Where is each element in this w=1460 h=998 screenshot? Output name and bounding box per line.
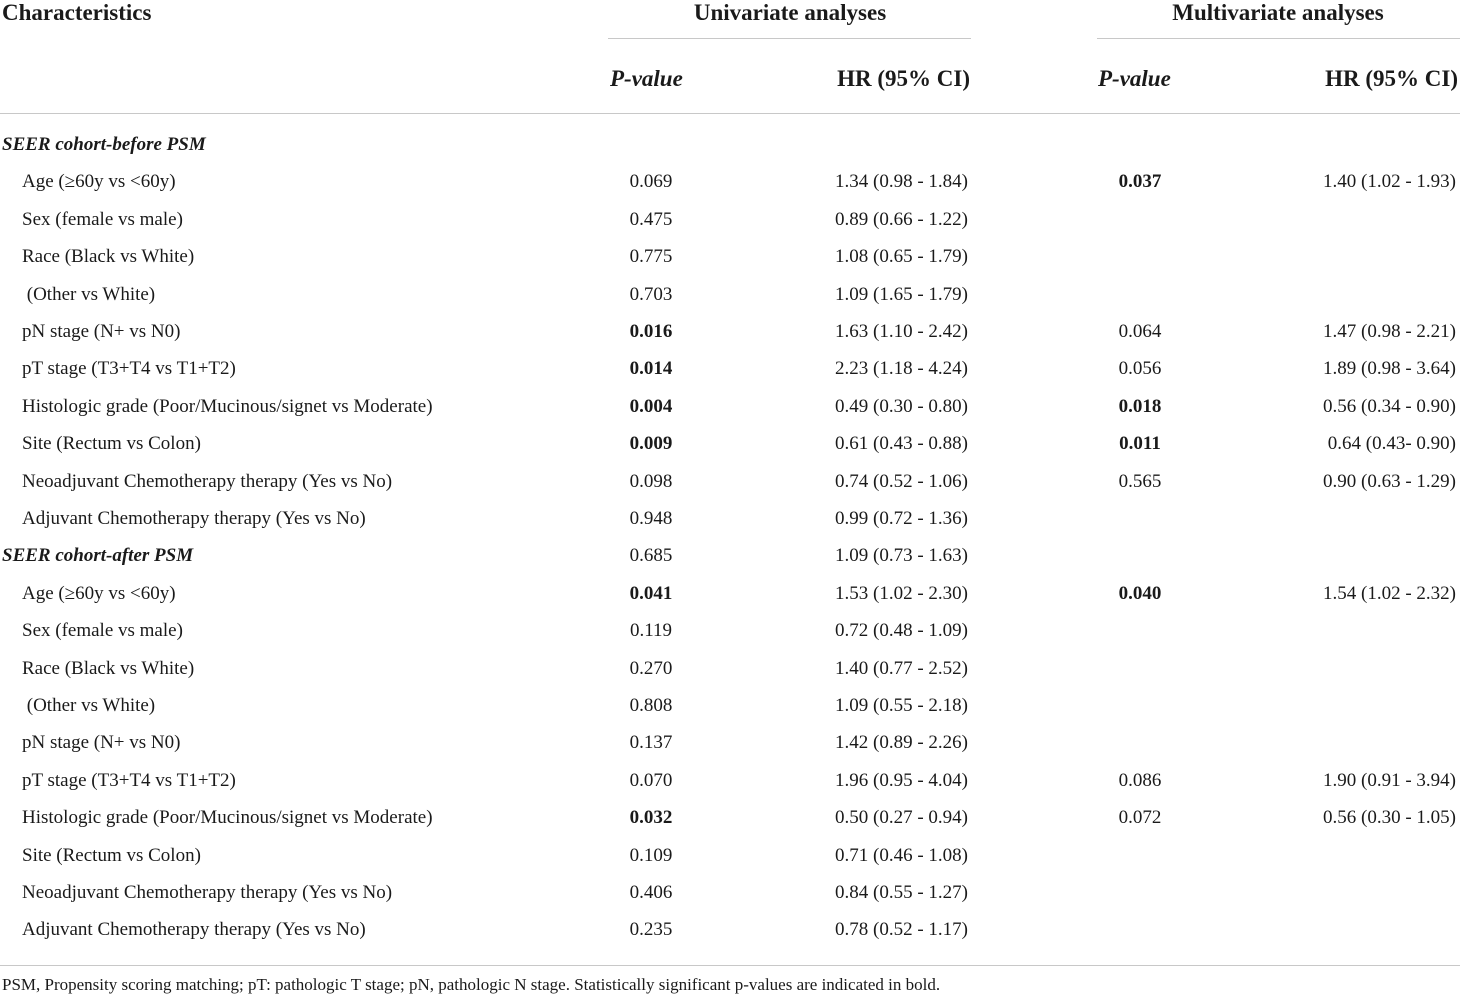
header-bottom-rule <box>0 113 1460 114</box>
multivariate-hr: 1.54 (1.02 - 2.32) <box>1323 582 1456 604</box>
row-label: pN stage (N+ vs N0) <box>22 732 181 754</box>
multivariate-underline <box>1097 38 1460 39</box>
univariate-p-value: 0.948 <box>629 508 673 529</box>
univariate-p-value: 0.004 <box>629 395 673 417</box>
table-bottom-rule <box>0 965 1460 966</box>
row-label: Age (≥60y vs <60y) <box>22 582 176 604</box>
table-row <box>0 167 1460 197</box>
multivariate-hr: 1.90 (0.91 - 3.94) <box>1323 769 1456 791</box>
row-label: pN stage (N+ vs N0) <box>22 321 181 342</box>
univariate-header: Univariate analyses <box>693 0 887 25</box>
table-row <box>0 354 1460 384</box>
multivariate-hr-header: HR (95% CI) <box>1325 66 1458 91</box>
row-label: Neoadjuvant Chemotherapy therapy (Yes vs No) <box>22 470 393 492</box>
table-row <box>0 429 1460 459</box>
univariate-hr: 1.40 (0.77 - 2.52) <box>835 657 968 679</box>
table-row <box>0 392 1460 422</box>
univariate-hr: 1.63 (1.10 - 2.42) <box>835 321 968 342</box>
univariate-hr: 1.09 (0.55 - 2.18) <box>835 695 968 716</box>
univariate-hr: 0.99 (0.72 - 1.36) <box>835 508 968 529</box>
univariate-p-value: 0.070 <box>629 769 673 791</box>
multivariate-p-value: 0.037 <box>1118 171 1162 193</box>
univariate-p-value: 0.109 <box>629 844 673 866</box>
table-row <box>0 803 1460 833</box>
univariate-hr: 0.71 (0.46 - 1.08) <box>835 844 968 866</box>
table-row <box>0 654 1460 684</box>
univariate-hr: 0.84 (0.55 - 1.27) <box>835 882 968 903</box>
univariate-p-value: 0.775 <box>629 246 673 268</box>
table-row <box>0 691 1460 721</box>
univariate-p-value: 0.041 <box>629 582 673 604</box>
row-label: Sex (female vs male) <box>22 620 183 642</box>
univariate-p-value: 0.069 <box>629 171 673 193</box>
table-row <box>0 878 1460 908</box>
multivariate-p-value: 0.565 <box>1118 470 1162 492</box>
multivariate-p-value: 0.056 <box>1118 358 1162 380</box>
table-row <box>0 766 1460 796</box>
multivariate-p-value: 0.018 <box>1118 395 1162 417</box>
multivariate-p-value: 0.040 <box>1118 582 1162 604</box>
multivariate-hr: 1.89 (0.98 - 3.64) <box>1323 358 1456 380</box>
univariate-p-value: 0.703 <box>629 283 673 305</box>
multivariate-p-value-header: P-value <box>1098 66 1171 91</box>
row-label: pT stage (T3+T4 vs T1+T2) <box>22 358 236 380</box>
row-label: (Other vs White) <box>22 283 156 305</box>
multivariate-hr: 0.56 (0.30 - 1.05) <box>1323 807 1456 829</box>
multivariate-hr: 0.64 (0.43- 0.90) <box>1327 433 1456 455</box>
multivariate-hr: 1.47 (0.98 - 2.21) <box>1323 321 1456 342</box>
univariate-p-value: 0.235 <box>629 919 673 941</box>
multivariate-hr: 0.56 (0.34 - 0.90) <box>1323 395 1456 417</box>
univariate-p-value: 0.016 <box>629 321 673 342</box>
table-row <box>0 579 1460 609</box>
univariate-p-value: 0.009 <box>629 433 673 455</box>
univariate-hr: 0.61 (0.43 - 0.88) <box>835 433 968 455</box>
univariate-hr: 0.74 (0.52 - 1.06) <box>835 470 968 492</box>
multivariate-p-value: 0.072 <box>1118 807 1162 829</box>
multivariate-p-value: 0.086 <box>1118 769 1162 791</box>
univariate-hr: 1.53 (1.02 - 2.30) <box>835 582 968 604</box>
row-label: pT stage (T3+T4 vs T1+T2) <box>22 769 236 791</box>
multivariate-p-value: 0.011 <box>1119 433 1161 455</box>
table-row <box>0 616 1460 646</box>
table-row <box>0 541 1460 571</box>
footnote: PSM, Propensity scoring matching; pT: pathologic T stage; pN, pathologic N stage. Statistically significant p-values are indicated in bold. <box>2 975 941 994</box>
row-label: Site (Rectum vs Colon) <box>22 844 201 866</box>
univariate-hr: 1.96 (0.95 - 4.04) <box>835 769 968 791</box>
row-label: (Other vs White) <box>22 695 156 716</box>
univariate-hr: 0.72 (0.48 - 1.09) <box>835 620 968 642</box>
table-row <box>0 205 1460 235</box>
univariate-hr: 1.09 (0.73 - 1.63) <box>835 545 968 567</box>
table-row <box>0 130 1460 160</box>
row-label: Race (Black vs White) <box>22 246 195 268</box>
univariate-hr: 0.49 (0.30 - 0.80) <box>835 395 968 417</box>
row-label: Adjuvant Chemotherapy therapy (Yes vs No) <box>22 508 366 529</box>
characteristics-header: Characteristics <box>2 0 152 25</box>
row-label: Sex (female vs male) <box>22 208 183 230</box>
table-row <box>0 915 1460 945</box>
univariate-p-value: 0.685 <box>629 545 673 567</box>
row-label: Site (Rectum vs Colon) <box>22 433 201 455</box>
table-row <box>0 280 1460 310</box>
univariate-hr: 0.50 (0.27 - 0.94) <box>835 807 968 829</box>
univariate-hr-header: HR (95% CI) <box>837 66 970 91</box>
univariate-p-value: 0.137 <box>629 732 673 754</box>
univariate-p-value: 0.098 <box>629 470 673 492</box>
univariate-hr: 0.78 (0.52 - 1.17) <box>835 919 968 941</box>
table-row <box>0 242 1460 272</box>
univariate-hr: 2.23 (1.18 - 4.24) <box>835 358 968 380</box>
univariate-hr: 1.08 (0.65 - 1.79) <box>835 246 968 268</box>
table-row <box>0 841 1460 871</box>
univariate-hr: 1.42 (0.89 - 2.26) <box>835 732 968 754</box>
multivariate-p-value: 0.064 <box>1118 321 1162 342</box>
univariate-p-value: 0.406 <box>629 882 673 903</box>
row-label: Race (Black vs White) <box>22 657 195 679</box>
table-row <box>0 504 1460 534</box>
row-label: Age (≥60y vs <60y) <box>22 171 176 193</box>
row-label: Histologic grade (Poor/Mucinous/signet vs Moderate) <box>22 395 433 417</box>
univariate-hr: 0.89 (0.66 - 1.22) <box>835 208 968 230</box>
multivariate-hr: 1.40 (1.02 - 1.93) <box>1323 171 1456 193</box>
univariate-p-value: 0.032 <box>629 807 673 829</box>
table-row <box>0 317 1460 347</box>
multivariate-hr: 0.90 (0.63 - 1.29) <box>1323 470 1456 492</box>
univariate-p-value: 0.808 <box>629 695 673 716</box>
univariate-hr: 1.34 (0.98 - 1.84) <box>835 171 968 193</box>
section-label: SEER cohort-before PSM <box>2 134 206 155</box>
row-label: Neoadjuvant Chemotherapy therapy (Yes vs No) <box>22 882 393 903</box>
multivariate-header: Multivariate analyses <box>1172 0 1384 25</box>
section-label: SEER cohort-after PSM <box>2 545 194 567</box>
row-label: Histologic grade (Poor/Mucinous/signet vs Moderate) <box>22 807 433 829</box>
table-row <box>0 728 1460 758</box>
row-label: Adjuvant Chemotherapy therapy (Yes vs No) <box>22 919 366 941</box>
univariate-p-value: 0.270 <box>629 657 673 679</box>
univariate-p-value: 0.475 <box>629 208 673 230</box>
univariate-p-value-header: P-value <box>610 66 683 91</box>
univariate-underline <box>608 38 971 39</box>
univariate-p-value: 0.119 <box>629 620 673 642</box>
univariate-p-value: 0.014 <box>629 358 673 380</box>
univariate-hr: 1.09 (1.65 - 1.79) <box>835 283 968 305</box>
table-row <box>0 467 1460 497</box>
